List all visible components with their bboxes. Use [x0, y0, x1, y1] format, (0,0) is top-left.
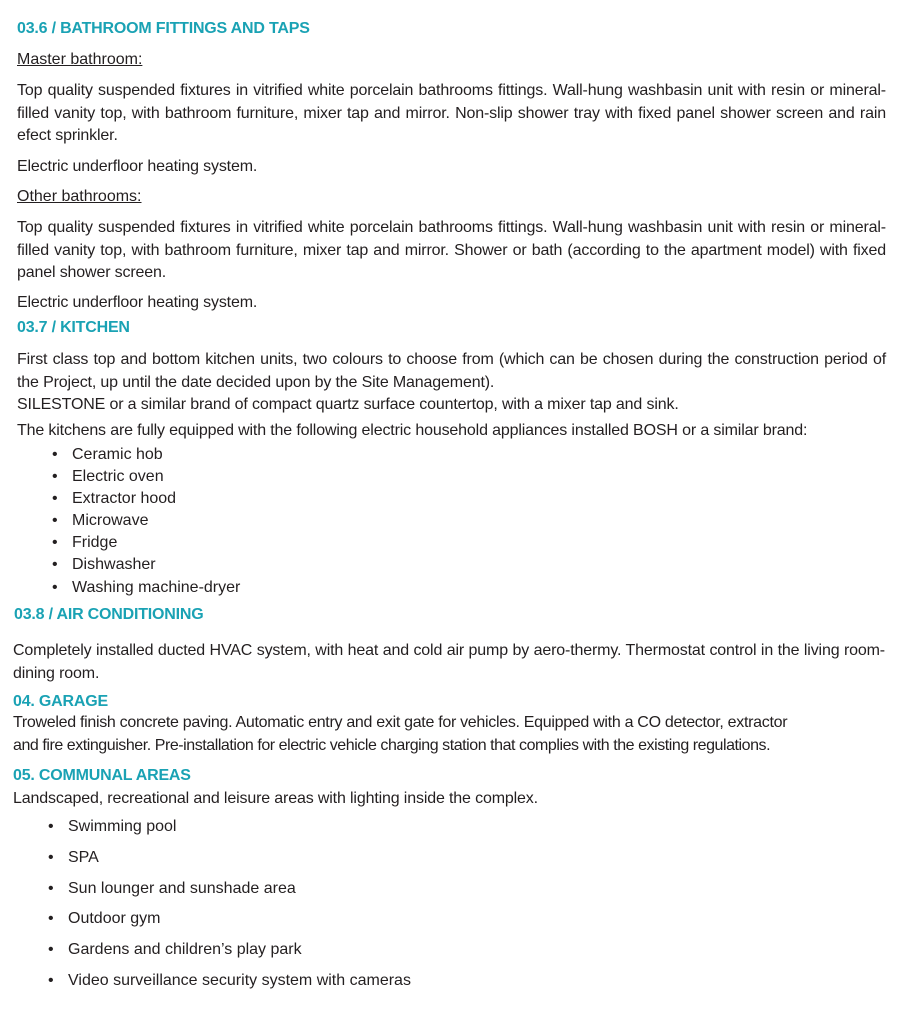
- heading-air-conditioning: 03.8 / AIR CONDITIONING: [14, 606, 204, 623]
- kitchen-appliances-list: [52, 444, 240, 599]
- other-bathrooms-label: Other bathrooms:: [17, 188, 142, 205]
- heading-garage: 04. GARAGE: [13, 693, 108, 710]
- kitchen-countertop-text: SILESTONE or a similar brand of compact quartz surface countertop, with a mixer tap and sink.: [17, 396, 679, 413]
- list-item: • Electric oven: [52, 466, 240, 488]
- list-item: • Gardens and children’s play park: [48, 939, 411, 970]
- garage-text-line-2: and fire extinguisher. Pre-installation for electric vehicle charging station that complies with the existing regulations.: [13, 737, 771, 754]
- communal-areas-intro: Landscaped, recreational and leisure areas with lighting inside the complex.: [13, 790, 538, 807]
- list-item: • SPA: [48, 847, 411, 878]
- other-bathrooms-text: Top quality suspended fixtures in vitrified white porcelain bathrooms fittings. Wall-hung washbasin unit with resin or mineral-filled vanity top, with bathroom furniture, mixer tap and mirror. Shower or bath (according to the apartment model) with fixed panel shower screen.: [17, 219, 886, 281]
- heading-kitchen: 03.7 / KITCHEN: [17, 319, 130, 336]
- list-item: • Microwave: [52, 510, 240, 532]
- list-item: • Fridge: [52, 532, 240, 554]
- air-conditioning-text: Completely installed ducted HVAC system, with heat and cold air pump by aero-thermy. Thermostat control in the living room-dining room.: [13, 642, 885, 682]
- list-item: • Washing machine-dryer: [52, 577, 240, 599]
- list-item: • Swimming pool: [48, 816, 411, 847]
- list-item: • Outdoor gym: [48, 908, 411, 939]
- master-bathroom-text: Top quality suspended fixtures in vitrified white porcelain bathrooms fittings. Wall-hung washbasin unit with resin or mineral-filled vanity top, with bathroom furniture, mixer tap and mirror. Non-slip shower tray with fixed panel shower screen and rain efect sprinkler.: [17, 82, 886, 144]
- list-item: • Extractor hood: [52, 488, 240, 510]
- list-item: • Sun lounger and sunshade area: [48, 878, 411, 909]
- kitchen-units-text: First class top and bottom kitchen units, two colours to choose from (which can be chosen during the construction period of the Project, up until the date decided upon by the Site Management).: [17, 351, 886, 391]
- communal-areas-list: [48, 816, 411, 1001]
- master-bathroom-heating: Electric underfloor heating system.: [17, 158, 258, 175]
- list-item: • Dishwasher: [52, 554, 240, 576]
- heading-communal-areas: 05. COMMUNAL AREAS: [13, 767, 191, 784]
- other-bathrooms-heating: Electric underfloor heating system.: [17, 294, 258, 311]
- kitchen-appliances-intro: The kitchens are fully equipped with the following electric household appliances installed BOSH or a similar brand:: [17, 422, 808, 439]
- garage-text-line-1: Troweled finish concrete paving. Automatic entry and exit gate for vehicles. Equipped with a CO detector, extractor: [13, 714, 788, 731]
- list-item: • Ceramic hob: [52, 444, 240, 466]
- master-bathroom-label: Master bathroom:: [17, 51, 143, 68]
- heading-bathroom-fittings: 03.6 / BATHROOM FITTINGS AND TAPS: [17, 20, 310, 37]
- list-item: • Video surveillance security system with cameras: [48, 970, 411, 1001]
